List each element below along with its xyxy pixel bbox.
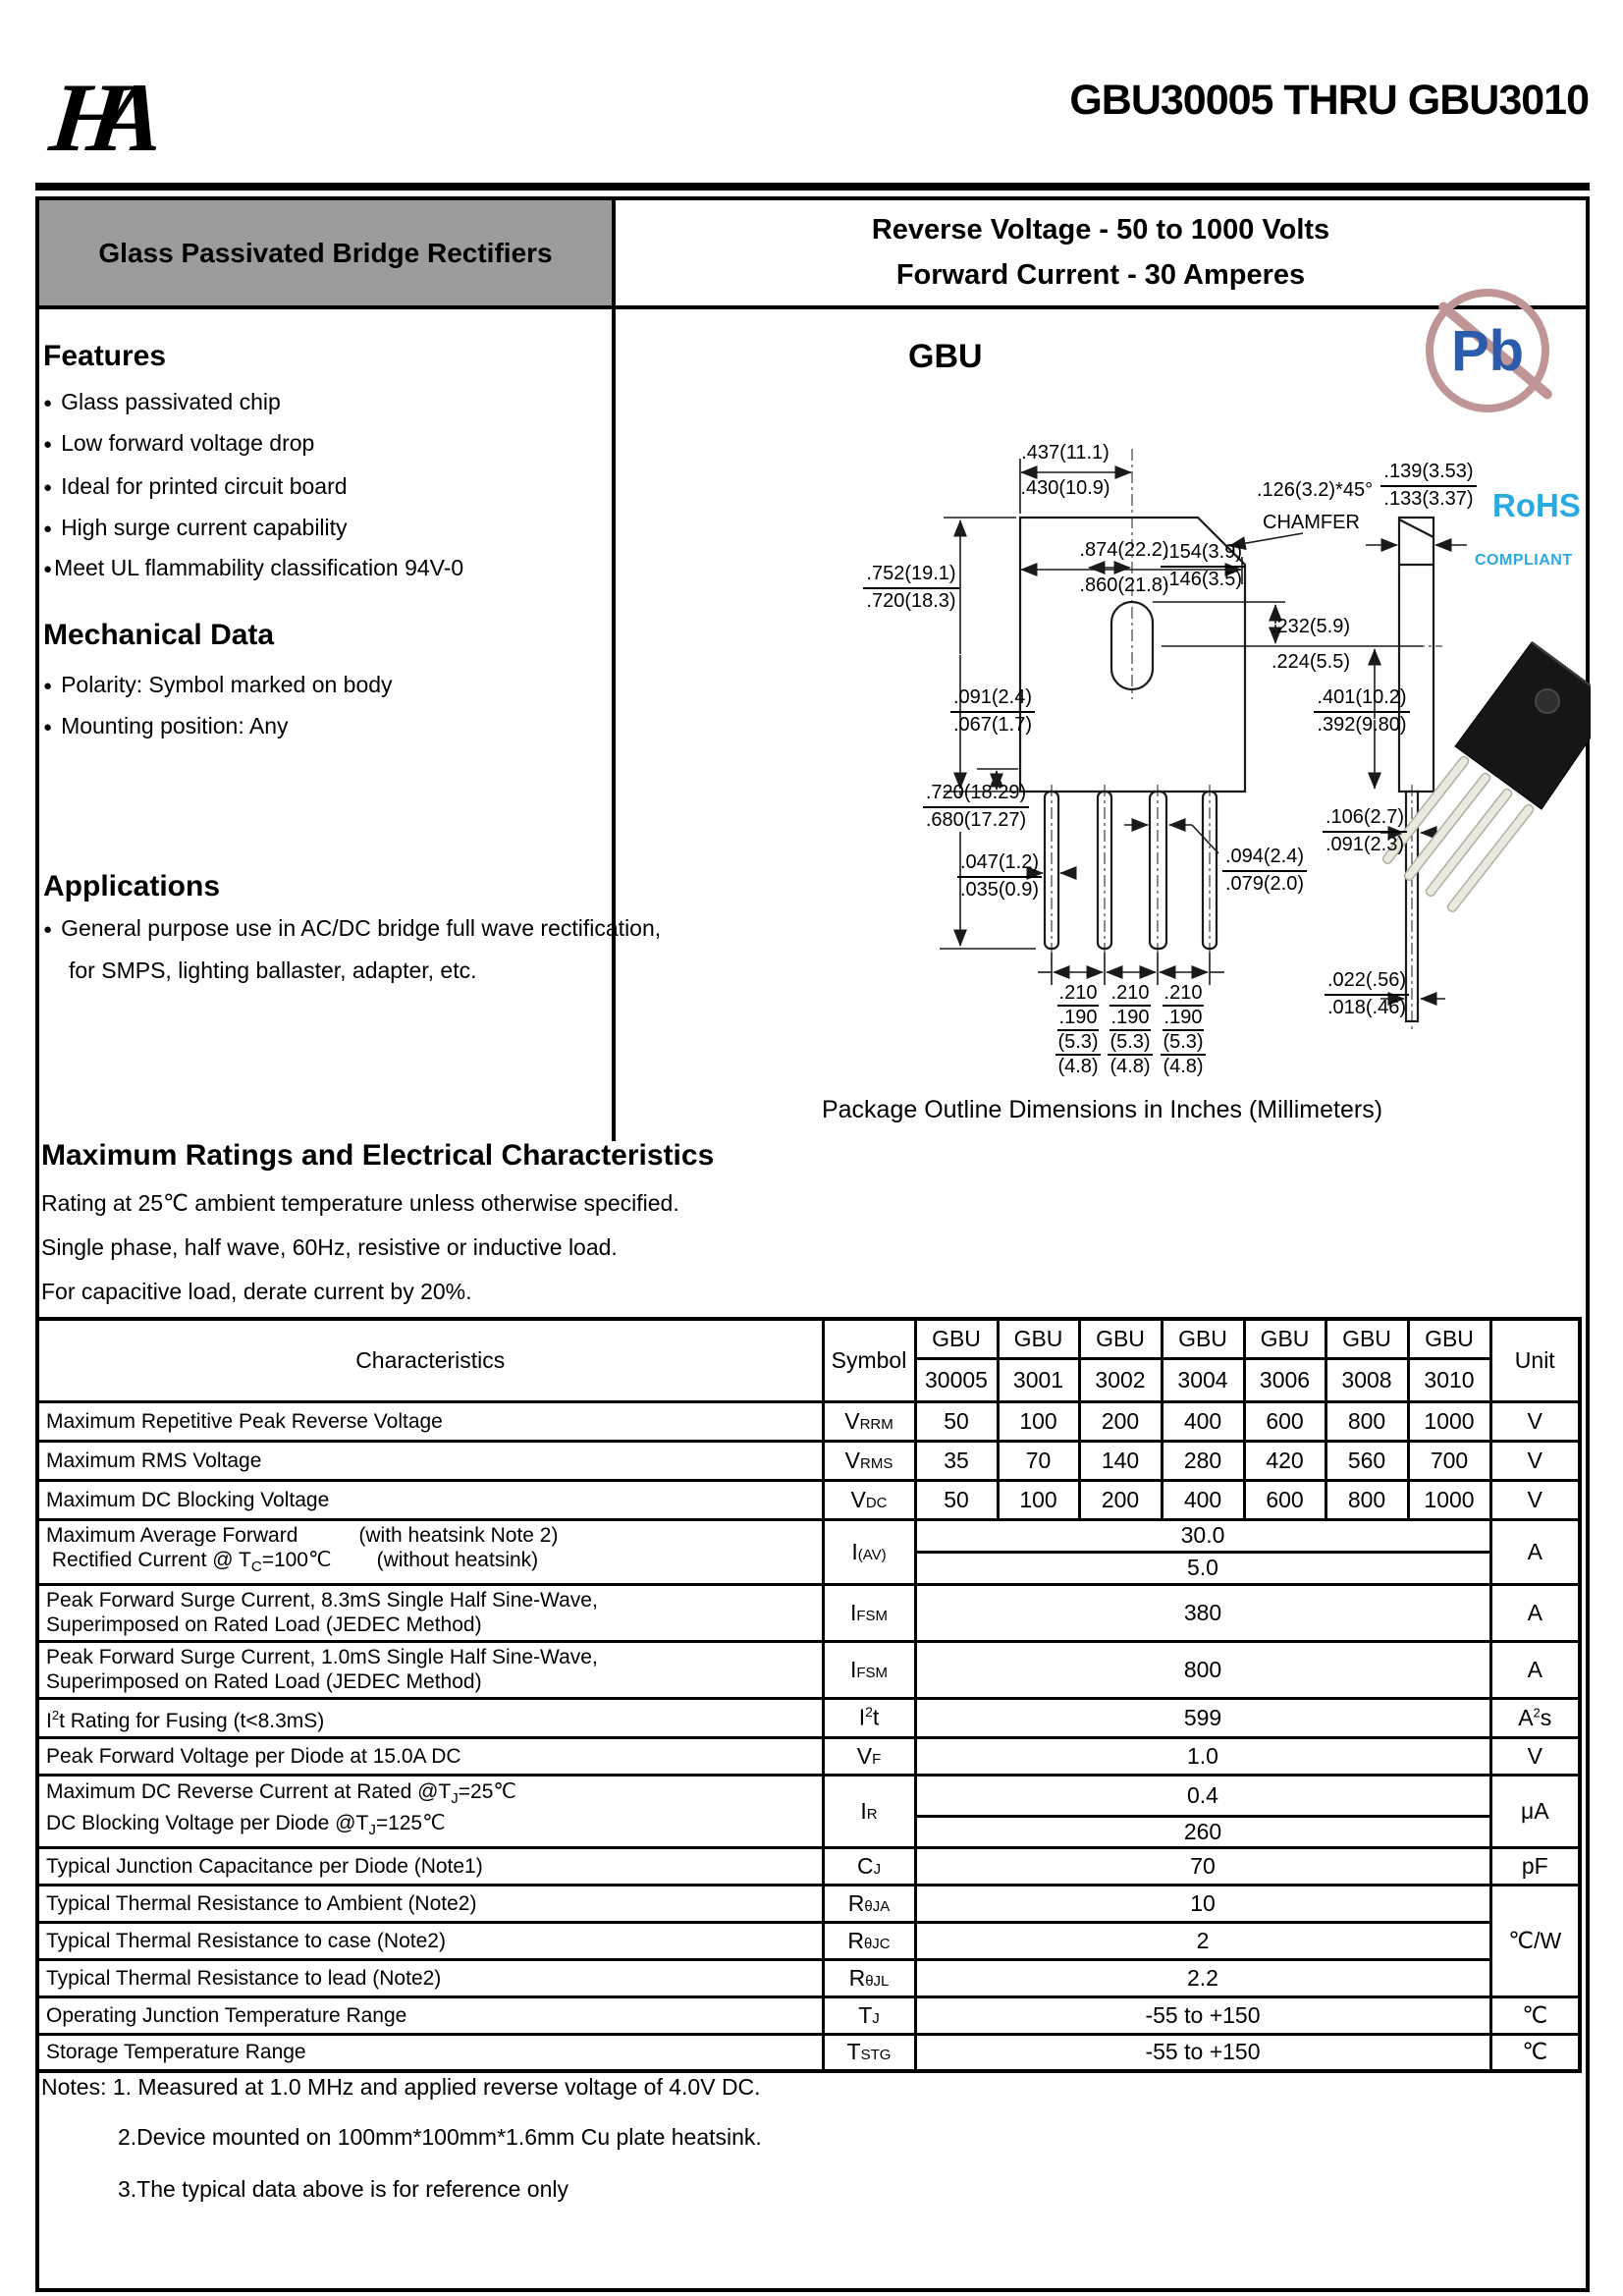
unit-cell: A [1490, 1641, 1580, 1698]
model-cell: 3001 [998, 1358, 1079, 1401]
row-vrms [37, 1441, 1580, 1480]
forward-current-line: Forward Current - 30 Amperes [895, 259, 1306, 292]
page-title: GBU30005 THRU GBU3010 [1069, 77, 1589, 124]
unit-cell: V [1490, 1401, 1580, 1441]
dim-bottom: .079(2.0) [1224, 873, 1305, 895]
value-cell: 10 [915, 1885, 1490, 1922]
dim-top: .047(1.2) [957, 850, 1042, 878]
symbol-cell: VDC [823, 1480, 915, 1519]
dim-pitch-2 [1103, 982, 1158, 1078]
application-text: General purpose use in AC/DC bridge full wave rectification, [61, 915, 662, 941]
ratings-table [35, 1317, 1582, 2073]
col-symbol: Symbol [823, 1319, 915, 1401]
value-cell: 420 [1244, 1441, 1325, 1480]
dim-row: .210 [1109, 982, 1152, 1007]
unit-cell: $A^2s$ [1490, 1698, 1580, 1737]
dim-top: .154(3.9) [1161, 540, 1245, 568]
symbol-cell: IR [823, 1775, 915, 1847]
symbol-cell: TJ [823, 1996, 915, 2034]
dim-bottom: .067(1.7) [952, 714, 1033, 736]
col-gbu: GBU [1244, 1319, 1325, 1358]
unit-cell: ℃ [1490, 2034, 1580, 2071]
unit-cell: pF [1490, 1847, 1580, 1885]
value-cell: 260 [915, 1816, 1490, 1847]
value-cell: 100 [998, 1401, 1079, 1441]
dim-top: .232(5.9) [1271, 616, 1351, 637]
unit-cell: ℃ [1490, 1996, 1580, 2034]
model-cell: 3006 [1244, 1358, 1325, 1401]
bullet-icon: ● [43, 436, 53, 453]
row-vf [37, 1737, 1580, 1775]
dim-139 [1375, 460, 1483, 512]
char-cell: Storage Temperature Range [37, 2034, 823, 2071]
feature-text: Low forward voltage drop [61, 430, 315, 456]
dim-top: .752(19.1) [863, 562, 958, 589]
dim-row: .190 [1057, 1007, 1100, 1031]
dim-top: .139(3.53) [1380, 460, 1476, 487]
value-cell: 600 [1244, 1401, 1325, 1441]
symbol-cell: IFSM [823, 1641, 915, 1698]
dim-437 [992, 441, 1139, 501]
value-cell: 200 [1079, 1480, 1162, 1519]
char-cell: Maximum DC Reverse Current at Rated $@T_J=25℃$ DC Blocking Voltage per Diode $@T_J=125℃$ [37, 1775, 823, 1847]
value-cell: 35 [915, 1441, 998, 1480]
chamfer-label: CHAMFER [1263, 512, 1360, 533]
unit-cell: μA [1490, 1775, 1580, 1847]
value-cell: 280 [1162, 1441, 1244, 1480]
symbol-cell: VRMS [823, 1441, 915, 1480]
symbol-cell: $I^2t$ [823, 1698, 915, 1737]
value-cell: 200 [1079, 1401, 1162, 1441]
value-cell: 140 [1079, 1441, 1162, 1480]
value-cell: 70 [915, 1847, 1490, 1885]
features-heading: Features [43, 340, 167, 372]
dim-top: .874(22.2) [1079, 539, 1169, 561]
col-characteristics: Characteristics [37, 1319, 823, 1401]
char-cell: Maximum Average Forward (with heatsink Note 2) Rectified Current @ $T_C=100℃$ (without heatsink) [37, 1519, 823, 1584]
feature-text: Glass passivated chip [61, 389, 281, 414]
dim-bottom: .035(0.9) [959, 879, 1040, 901]
bullet-icon: ● [43, 479, 53, 496]
mechanical-item [43, 672, 393, 698]
dim-row: .210 [1057, 982, 1100, 1007]
row-iav [37, 1519, 1580, 1552]
char-cell: Peak Forward Voltage per Diode at 15.0A DC [37, 1737, 823, 1775]
dim-232 [1237, 615, 1384, 675]
ratings-condition-2: Single phase, half wave, 60Hz, resistive or inductive load. [41, 1234, 618, 1260]
char-cell: Peak Forward Surge Current, 1.0mS Single Half Sine-Wave, Superimposed on Rated Load (JEDEC Method) [37, 1641, 823, 1698]
value-cell: 100 [998, 1480, 1079, 1519]
bullet-icon: ● [43, 395, 53, 411]
feature-text: Meet UL flammability classification 94V-0 [54, 555, 464, 580]
bullet-icon: ● [43, 719, 53, 736]
ratings-heading: Maximum Ratings and Electrical Characteristics [41, 1139, 715, 1172]
bullet-icon: ● [43, 678, 53, 694]
dim-047 [954, 850, 1045, 902]
dim-106 [1318, 805, 1412, 857]
value-cell: 599 [915, 1698, 1490, 1737]
value-cell: 50 [915, 1480, 998, 1519]
value-cell: 400 [1162, 1480, 1244, 1519]
unit-cell: V [1490, 1480, 1580, 1519]
dim-401 [1302, 685, 1422, 738]
package-type-label: GBU [908, 338, 983, 375]
value-cell: 50 [915, 1401, 998, 1441]
dim-row: (4.8) [1057, 1056, 1099, 1077]
col-gbu: GBU [915, 1319, 998, 1358]
application-text-2: for SMPS, lighting ballaster, adapter, etc. [69, 957, 477, 983]
row-tj [37, 1996, 1580, 2034]
spec-banner [616, 200, 1586, 305]
symbol-cell: VF [823, 1737, 915, 1775]
unit-cell: V [1490, 1441, 1580, 1480]
char-cell: $I^2t$ Rating for Fusing (t<8.3mS) [37, 1698, 823, 1737]
dim-top: .437(11.1) [1021, 442, 1109, 464]
model-cell: 3010 [1408, 1358, 1490, 1401]
dim-bottom: .224(5.5) [1271, 651, 1351, 673]
dim-row: .190 [1109, 1007, 1152, 1031]
col-unit: Unit [1490, 1319, 1580, 1401]
col-gbu: GBU [1325, 1319, 1408, 1358]
dim-720 [915, 781, 1037, 833]
value-cell: 1000 [1408, 1480, 1490, 1519]
symbol-cell: I(AV) [823, 1519, 915, 1584]
dim-bottom: .392(9.80) [1317, 714, 1407, 736]
dim-top: .094(2.4) [1222, 845, 1307, 872]
dim-top: .022(.56) [1325, 968, 1409, 996]
table-header-row-1 [37, 1319, 1580, 1358]
col-gbu: GBU [1408, 1319, 1490, 1358]
row-vrrm [37, 1401, 1580, 1441]
application-item [43, 915, 661, 942]
dim-752 [842, 562, 980, 614]
feature-item [43, 389, 281, 415]
value-cell: 5.0 [915, 1552, 1490, 1584]
bullet-icon: ● [43, 921, 53, 938]
dim-row: .190 [1163, 1007, 1205, 1031]
char-cell: Maximum Repetitive Peak Reverse Voltage [37, 1401, 823, 1441]
col-gbu: GBU [1079, 1319, 1162, 1358]
value-cell: 1000 [1408, 1401, 1490, 1441]
header-rule [35, 183, 1590, 191]
company-logo: HA [45, 63, 140, 172]
symbol-cell: RθJC [823, 1922, 915, 1959]
dim-bottom: .860(21.8) [1079, 574, 1169, 596]
model-cell: 3004 [1162, 1358, 1244, 1401]
package-3d-image [1381, 642, 1591, 913]
banner-divider [39, 305, 1586, 309]
mechanical-heading: Mechanical Data [43, 619, 275, 651]
dim-row: (4.8) [1109, 1056, 1151, 1077]
rohs-compliant-label: COMPLIANT [1475, 552, 1573, 569]
dim-154 [1149, 540, 1257, 592]
dim-top: .106(2.7) [1323, 805, 1407, 833]
mechanical-item [43, 713, 289, 739]
centerlines [1052, 449, 1442, 1030]
value-cell: 30.0 [915, 1519, 1490, 1552]
symbol-cell: CJ [823, 1847, 915, 1885]
row-vdc [37, 1480, 1580, 1519]
value-cell: 2.2 [915, 1959, 1490, 1996]
char-cell: Typical Thermal Resistance to Ambient (Note2) [37, 1885, 823, 1922]
dim-top: .091(2.4) [950, 685, 1035, 713]
value-cell: -55 to +150 [915, 2034, 1490, 2071]
bullet-icon: ● [43, 520, 53, 537]
product-name-banner [39, 200, 616, 305]
applications-heading: Applications [43, 870, 221, 902]
value-cell: 1.0 [915, 1737, 1490, 1775]
dim-pitch-1 [1051, 982, 1106, 1078]
value-cell: 70 [998, 1441, 1079, 1480]
symbol-cell: RθJL [823, 1959, 915, 1996]
pb-text: Pb [1450, 318, 1525, 383]
feature-item [43, 555, 463, 581]
model-cell: 30005 [915, 1358, 998, 1401]
row-cj [37, 1847, 1580, 1885]
dim-094 [1216, 845, 1314, 897]
dim-row: .210 [1163, 982, 1205, 1007]
dim-bottom: .146(3.5) [1163, 569, 1243, 590]
char-cell: Maximum DC Blocking Voltage [37, 1480, 823, 1519]
value-cell: 2 [915, 1922, 1490, 1959]
value-cell: -55 to +150 [915, 1996, 1490, 2034]
col-gbu: GBU [1162, 1319, 1244, 1358]
row-ifsm-10 [37, 1641, 1580, 1698]
dim-pitch-3 [1156, 982, 1211, 1078]
char-cell: Typical Thermal Resistance to lead (Note2) [37, 1959, 823, 1996]
note-3: 3.The typical data above is for reference only [118, 2176, 568, 2202]
value-cell: 560 [1325, 1441, 1408, 1480]
char-cell: Operating Junction Temperature Range [37, 1996, 823, 2034]
dim-bottom: .091(2.3) [1325, 834, 1405, 855]
mechanical-text: Mounting position: Any [61, 713, 289, 738]
value-cell: 400 [1162, 1401, 1244, 1441]
note-2: 2.Device mounted on 100mm*100mm*1.6mm Cu plate heatsink. [118, 2124, 762, 2150]
row-rthjc [37, 1922, 1580, 1959]
side-view [1399, 518, 1434, 1021]
unit-cell: A [1490, 1584, 1580, 1641]
row-rthjl [37, 1959, 1580, 1996]
row-i2t [37, 1698, 1580, 1737]
bullet-icon: ● [43, 561, 53, 577]
dim-top: .401(10.2) [1314, 685, 1409, 713]
unit-cell: ℃/W [1490, 1885, 1580, 1996]
row-ifsm-83 [37, 1584, 1580, 1641]
value-cell: 800 [915, 1641, 1490, 1698]
model-cell: 3002 [1079, 1358, 1162, 1401]
chamfer-dim-label: .126(3.2)*45° [1257, 479, 1374, 501]
ratings-condition-1: Rating at 25℃ ambient temperature unless otherwise specified. [41, 1190, 679, 1216]
rohs-label: RoHS [1492, 487, 1581, 523]
dim-row: (4.8) [1163, 1056, 1204, 1077]
char-cell: Maximum RMS Voltage [37, 1441, 823, 1480]
value-cell: 0.4 [915, 1775, 1490, 1816]
row-rthja [37, 1885, 1580, 1922]
dim-row: (5.3) [1161, 1031, 1205, 1056]
unit-cell: A [1490, 1519, 1580, 1584]
char-cell: Typical Junction Capacitance per Diode (Note1) [37, 1847, 823, 1885]
feature-item [43, 473, 348, 500]
value-cell: 800 [1325, 1401, 1408, 1441]
model-cell: 3008 [1325, 1358, 1408, 1401]
row-ir [37, 1775, 1580, 1816]
value-cell: 700 [1408, 1441, 1490, 1480]
dim-row: (5.3) [1055, 1031, 1100, 1056]
symbol-cell: VRRM [823, 1401, 915, 1441]
symbol-cell: TSTG [823, 2034, 915, 2071]
value-cell: 380 [915, 1584, 1490, 1641]
symbol-cell: RθJA [823, 1885, 915, 1922]
dim-091 [933, 685, 1053, 738]
char-cell: Typical Thermal Resistance to case (Note2) [37, 1922, 823, 1959]
feature-item [43, 515, 348, 541]
dim-row: (5.3) [1108, 1031, 1152, 1056]
feature-text: Ideal for printed circuit board [61, 473, 348, 499]
value-cell: 600 [1244, 1480, 1325, 1519]
value-cell: 800 [1325, 1480, 1408, 1519]
unit-cell: V [1490, 1737, 1580, 1775]
feature-item [43, 430, 314, 457]
note-1: Notes: 1. Measured at 1.0 MHz and applied reverse voltage of 4.0V DC. [41, 2074, 761, 2100]
row-tstg [37, 2034, 1580, 2071]
dim-bottom: .430(10.9) [1020, 477, 1110, 499]
dim-bottom: .720(18.3) [866, 590, 956, 612]
dim-bottom: .680(17.27) [925, 809, 1027, 831]
mechanical-text: Polarity: Symbol marked on body [61, 672, 393, 697]
ratings-condition-3: For capacitive load, derate current by 20%. [41, 1279, 472, 1304]
dim-bottom: .018(.46) [1326, 997, 1407, 1018]
drawing-caption: Package Outline Dimensions in Inches (Millimeters) [821, 1096, 1383, 1123]
col-gbu: GBU [998, 1319, 1079, 1358]
dim-bottom: .133(3.37) [1383, 488, 1474, 510]
dim-top: .720(18.29) [923, 781, 1029, 808]
dim-022 [1320, 968, 1414, 1020]
reverse-voltage-line: Reverse Voltage - 50 to 1000 Volts [871, 213, 1330, 246]
symbol-cell: IFSM [823, 1584, 915, 1641]
feature-text: High surge current capability [61, 515, 348, 540]
char-cell: Peak Forward Surge Current, 8.3mS Single Half Sine-Wave, Superimposed on Rated Load (JEDEC Method) [37, 1584, 823, 1641]
product-name: Glass Passivated Bridge Rectifiers [98, 237, 553, 268]
